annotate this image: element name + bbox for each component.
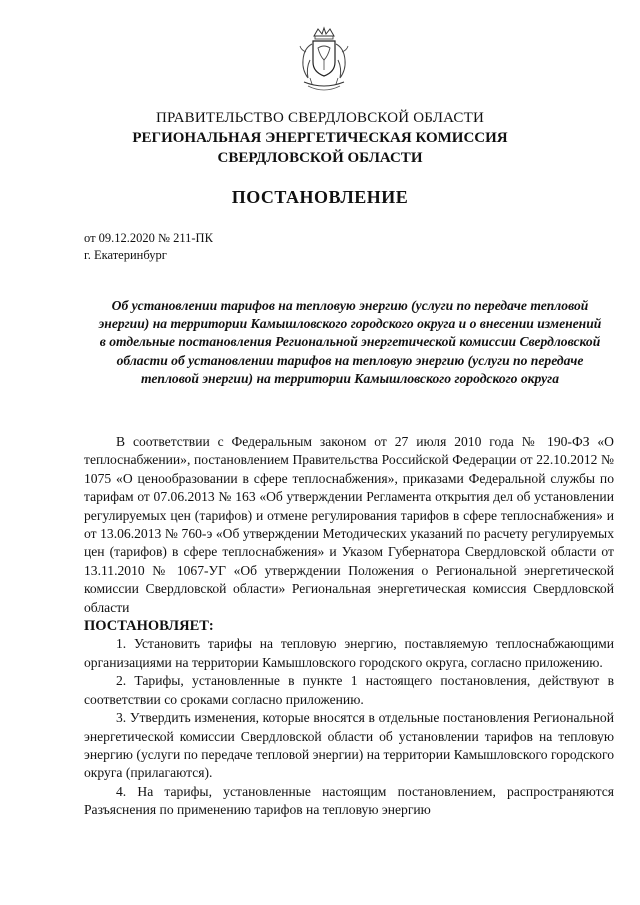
preamble-paragraph: В соответствии с Федеральным законом от 27 июля 2010 года № 190-ФЗ «О теплоснабжении», постановлением Правительства Российской Федерации от 22.10.2012 № 1075 «О ценообразовании в сфере теплоснабжения», приказами Федеральной службы по тарифам от 07.06.2013 № 163 «Об утверждении Регламента открытия дел об установлении регулируемых цен (тарифов) и отмене регулирования тарифов в сфере теплоснабжения» и от 13.06.2013 № 760-э «Об утверждении Методических указаний по расчету регулируемых цен (тарифов) в сфере теплоснабжения» и Указом Губернатора Свердловской области от 13.11.2010 № 1067-УГ «Об утверждении Положения о Региональной энергетической комиссии Свердловской области» Региональная энергетическая комиссия Свердловской области bbox=[84, 434, 614, 615]
decree-word: ПОСТАНОВЛЯЕТ: bbox=[84, 618, 214, 635]
org-name-commission: РЕГИОНАЛЬНАЯ ЭНЕРГЕТИЧЕСКАЯ КОМИССИЯ bbox=[132, 130, 508, 146]
document-title: Об установлении тарифов на тепловую энергию (услуги по передаче тепловой энергии) на территории Камышловского городского округа и о внесении изменений в отдельные постановления Региональной энергетической комиссии Свердловской области об установлении тарифов на тепловую энергию (услуги по передаче тепловой энергии) на территории Камышловского городского округа bbox=[98, 298, 602, 386]
document-body bbox=[84, 433, 614, 820]
document-date-number: от 09.12.2020 № 211-ПК bbox=[84, 231, 213, 245]
decree-item-2: 2. Тарифы, установленные в пункте 1 настоящего постановления, действуют в соответствии со сроками согласно приложению. bbox=[84, 673, 614, 707]
org-name-region: СВЕРДЛОВСКОЙ ОБЛАСТИ bbox=[217, 150, 423, 166]
document-city: г. Екатеринбург bbox=[84, 248, 167, 262]
decree-item-1: 1. Установить тарифы на тепловую энергию, поставляемую теплоснабжающими организациями на территории Камышловского городского округа, согласно приложению. bbox=[84, 636, 614, 670]
org-name-government: ПРАВИТЕЛЬСТВО СВЕРДЛОВСКОЙ ОБЛАСТИ bbox=[155, 110, 485, 126]
document-type-heading: ПОСТАНОВЛЕНИЕ bbox=[231, 187, 409, 207]
coat-of-arms-emblem-icon bbox=[298, 26, 350, 96]
decree-item-3: 3. Утвердить изменения, которые вносятся в отдельные постановления Региональной энергетической комиссии Свердловской области об установлении тарифов на тепловую энергию (услуги по передаче тепловой энергии) на территории Камышловского городского округа (прилагаются). bbox=[84, 710, 614, 781]
decree-item-4: 4. На тарифы, установленные настоящим постановлением, распространяются Разъяснения по применению тарифов на тепловую энергию bbox=[84, 783, 614, 818]
document-meta bbox=[84, 230, 213, 264]
